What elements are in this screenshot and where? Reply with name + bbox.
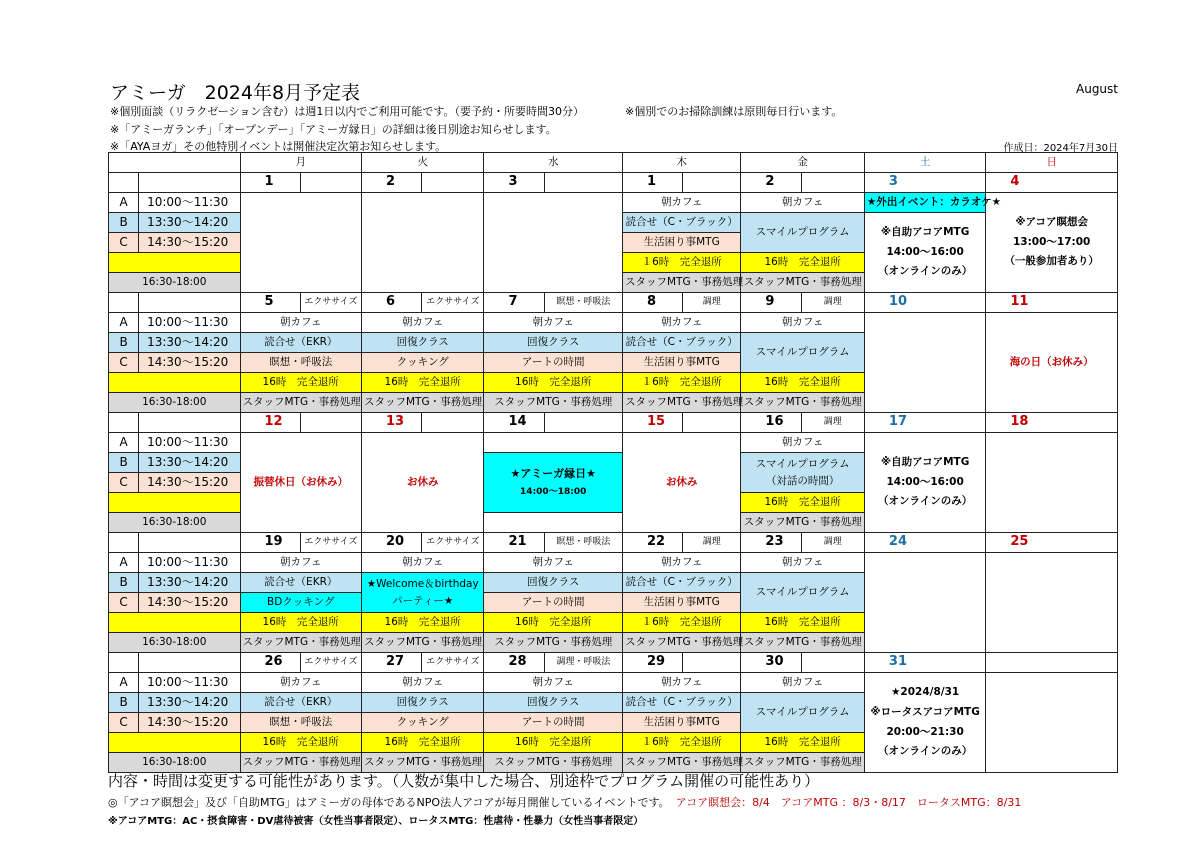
date: 15 [622, 413, 682, 433]
slot-time: 14:30～15:20 [139, 353, 240, 373]
empty [484, 433, 623, 453]
program-cell: スタッフMTG・事務処理 [240, 393, 361, 413]
program-cell: 読合せ（C・ブラック） [622, 333, 740, 353]
sun-empty [986, 673, 1118, 773]
sat-line: ※ロータスアコアMTG [870, 705, 980, 718]
program-cell: １6時 完全退所 [622, 373, 740, 393]
sat-line: 14:00～16:00 [886, 245, 964, 258]
program-cell: スタッフMTG・事務処理 [741, 753, 864, 773]
program-cell: 生活困り事MTG [622, 353, 740, 373]
slot-time: 13:30～14:20 [139, 453, 240, 473]
date: 28 [484, 653, 544, 673]
date: 6 [361, 293, 421, 313]
empty [484, 513, 623, 533]
tag [683, 413, 741, 433]
date-sun: 11 [986, 293, 1118, 313]
footer-notice: 内容・時間は変更する可能性があります。（人数が集中した場合、別途枠でプログラム開催の可能性あり） [108, 772, 820, 790]
program-cell: 16時 完全退所 [741, 733, 864, 753]
date: 22 [622, 533, 682, 553]
blank [139, 293, 240, 313]
tag [801, 653, 864, 673]
program-cell: スマイルプログラム [741, 573, 864, 613]
footer-events [108, 794, 1021, 810]
program-cell: 読合せ（EKR） [240, 693, 361, 713]
program-cell: 回復クラス [361, 693, 483, 713]
close-slot [109, 253, 241, 273]
program-cell: スタッフMTG・事務処理 [622, 273, 740, 293]
tag: 瞑想・呼吸法 [544, 533, 622, 553]
date: 13 [361, 413, 421, 433]
date-sat: 31 [864, 653, 985, 673]
date-sat: 17 [864, 413, 985, 433]
note-3: ※「AYAヨガ」その他特別イベントは開催決定次第お知らせします。 [110, 140, 447, 153]
weekday-sat: 土 [864, 153, 985, 173]
weekday-thu: 木 [622, 153, 740, 173]
footer-events-text: ◎「アコア瞑想会」及び「自助MTG」はアミーガの母体であるNPO法人アコアが毎月開催しているイベントです。 [108, 796, 670, 809]
program-cell: 朝カフェ [484, 553, 623, 573]
schedule-table [108, 152, 1118, 773]
slot-label: C [109, 593, 139, 613]
date: 8 [622, 293, 682, 313]
note-1b: ※個別でのお掃除訓練は原則毎日行います。 [625, 105, 843, 118]
program-cell: 16時 完全退所 [741, 373, 864, 393]
tag: 調理 [801, 293, 864, 313]
program-cell: 朝カフェ [741, 433, 864, 453]
sat-empty [864, 553, 985, 653]
program-cell: 読合せ（C・ブラック） [622, 213, 740, 233]
slot-time: 16:30-18:00 [109, 753, 241, 773]
sun-empty [986, 653, 1118, 673]
program-cell: スタッフMTG・事務処理 [741, 273, 864, 293]
program-cell: アートの時間 [484, 713, 623, 733]
program-cell: スタッフMTG・事務処理 [741, 393, 864, 413]
weekday-header [109, 153, 1118, 173]
date: 26 [240, 653, 300, 673]
program-cell: 朝カフェ [240, 313, 361, 333]
tag [422, 173, 484, 193]
blank [109, 413, 139, 433]
tag: 調理 [801, 413, 864, 433]
program-cell: 朝カフェ [622, 553, 740, 573]
tag [801, 173, 864, 193]
tag [683, 653, 741, 673]
program-cell: スタッフMTG・事務処理 [622, 393, 740, 413]
program-cell: 瞑想・呼吸法 [240, 353, 361, 373]
date: 12 [240, 413, 300, 433]
page-title: アミーガ 2024年8月予定表 [110, 82, 361, 104]
week2-slot-a [109, 313, 1118, 333]
program-cell: スタッフMTG・事務処理 [741, 513, 864, 533]
weekday-mon: 月 [240, 153, 361, 173]
week5-date-row [109, 653, 1118, 673]
program-cell: 読合せ（C・ブラック） [622, 693, 740, 713]
date: 1 [240, 173, 300, 193]
program-cell: １6時 完全退所 [622, 733, 740, 753]
slot-label: A [109, 673, 139, 693]
program-cell: １6時 完全退所 [622, 613, 740, 633]
smile-line: スマイルプログラム [755, 457, 850, 470]
note-2: ※「アミーガランチ」「オープンデー」「アミーガ縁日」の詳細は後日別途お知らせします。 [110, 123, 557, 136]
blank [139, 413, 240, 433]
holiday: 振替休日（お休み） [240, 433, 361, 533]
date: 23 [741, 533, 801, 553]
program-cell: 朝カフェ [361, 313, 483, 333]
program-cell: 朝カフェ [741, 313, 864, 333]
program-cell: スタッフMTG・事務処理 [240, 753, 361, 773]
sat-line: （オンラインのみ） [878, 495, 973, 508]
empty-day [240, 193, 361, 293]
tag: エクササイズ [422, 293, 484, 313]
date: 29 [622, 653, 682, 673]
sat-line: 14:00～16:00 [886, 475, 964, 488]
slot-label: A [109, 553, 139, 573]
slot-time: 10:00～11:30 [139, 553, 240, 573]
sat-line: 20:00～21:30 [886, 725, 964, 738]
slot-label: C [109, 233, 139, 253]
date: 2 [741, 173, 801, 193]
program-cell: 16時 完全退所 [741, 613, 864, 633]
program-cell: 16時 完全退所 [361, 733, 483, 753]
date: 27 [361, 653, 421, 673]
sat-event [864, 433, 985, 533]
slot-label: C [109, 713, 139, 733]
slot-time: 16:30-18:00 [109, 633, 241, 653]
slot-time: 14:30～15:20 [139, 473, 240, 493]
sat-line: ★2024/8/31 [891, 685, 960, 698]
program-cell: 朝カフェ [240, 553, 361, 573]
program-cell: 朝カフェ [622, 313, 740, 333]
program-cell: 朝カフェ [484, 673, 623, 693]
date: 30 [741, 653, 801, 673]
week3-date-row [109, 413, 1118, 433]
slot-label: B [109, 573, 139, 593]
program-cell: BDクッキング [240, 593, 361, 613]
program-cell: 読合せ（C・ブラック） [622, 573, 740, 593]
slot-time: 14:30～15:20 [139, 233, 240, 253]
slot-label: B [109, 333, 139, 353]
program-cell: クッキング [361, 713, 483, 733]
date-sun: 4 [986, 173, 1118, 193]
slot-label: C [109, 473, 139, 493]
tag [300, 413, 361, 433]
tag: 調理 [683, 533, 741, 553]
date: 16 [741, 413, 801, 433]
program-cell: 読合せ（EKR） [240, 573, 361, 593]
date: 21 [484, 533, 544, 553]
slot-label: A [109, 193, 139, 213]
footer-mtg-info: ※アコアMTG：AC・摂食障害・DV虐待被害（女性当事者限定）、ロータスMTG：性虐待・性暴力（女性当事者限定） [108, 816, 644, 827]
program-cell: クッキング [361, 353, 483, 373]
sun-event [986, 193, 1118, 293]
note-1a: ※個別面談（リラクゼーション含む）は週1日以内でご利用可能です。（要予約・所要時間30分） [110, 105, 584, 118]
date: 14 [484, 413, 544, 433]
tag: 瞑想・呼吸法 [544, 293, 622, 313]
sat-event: ★外出イベント：カラオケ★ [864, 193, 985, 213]
blank [139, 173, 240, 193]
tag [422, 413, 484, 433]
week5-slot-a [109, 673, 1118, 693]
tag [544, 173, 622, 193]
program-cell: スタッフMTG・事務処理 [622, 753, 740, 773]
sat-line: ※自助アコアMTG [880, 455, 970, 468]
program-cell: スマイルプログラム [741, 333, 864, 373]
program-cell: 16時 完全退所 [484, 373, 623, 393]
tag: エクササイズ [422, 533, 484, 553]
program-cell: 回復クラス [484, 693, 623, 713]
program-cell: 16時 完全退所 [484, 733, 623, 753]
slot-time: 14:30～15:20 [139, 593, 240, 613]
program-cell [741, 453, 864, 493]
weekday-wed: 水 [484, 153, 623, 173]
program-cell: 16時 完全退所 [361, 373, 483, 393]
close-slot [109, 373, 241, 393]
party-line: ★Welcome＆birthday [366, 577, 479, 590]
program-cell: 朝カフェ [741, 673, 864, 693]
slot-label: B [109, 693, 139, 713]
amiga-fair [484, 453, 623, 513]
program-cell: スタッフMTG・事務処理 [622, 633, 740, 653]
slot-label: C [109, 353, 139, 373]
date: 5 [240, 293, 300, 313]
slot-time: 10:00～11:30 [139, 313, 240, 333]
slot-time: 16:30-18:00 [109, 393, 241, 413]
weekday-fri: 金 [741, 153, 864, 173]
date: 20 [361, 533, 421, 553]
program-cell: スマイルプログラム [741, 693, 864, 733]
weekday-tue: 火 [361, 153, 483, 173]
program-cell: スタッフMTG・事務処理 [484, 393, 623, 413]
program-cell: 朝カフェ [622, 673, 740, 693]
date-sat: 24 [864, 533, 985, 553]
week1-slot-a [109, 193, 1118, 213]
slot-time: 13:30～14:20 [139, 333, 240, 353]
tag: エクササイズ [300, 533, 361, 553]
program-cell: スタッフMTG・事務処理 [741, 633, 864, 653]
date: 3 [484, 173, 544, 193]
blank [109, 293, 139, 313]
program-cell: 16時 完全退所 [240, 613, 361, 633]
slot-time: 10:00～11:30 [139, 673, 240, 693]
holiday: 海の日（お休み） [986, 313, 1118, 413]
birthday-party [361, 573, 483, 613]
date: 1 [622, 173, 682, 193]
slot-label: A [109, 433, 139, 453]
program-cell: 16時 完全退所 [240, 373, 361, 393]
empty-day [484, 193, 623, 293]
sun-line: 13:00～17:00 [1013, 235, 1091, 248]
tag: 調理 [683, 293, 741, 313]
corner-cell [109, 153, 241, 173]
program-cell: 回復クラス [361, 333, 483, 353]
date-sun: 18 [986, 413, 1118, 433]
date-sat: 10 [864, 293, 985, 313]
program-cell: スタッフMTG・事務処理 [484, 753, 623, 773]
sat-event [864, 673, 985, 773]
tag: 調理・呼吸法 [544, 653, 622, 673]
sat-line: （オンラインのみ） [878, 745, 973, 758]
program-cell: 朝カフェ [361, 673, 483, 693]
blank [109, 533, 139, 553]
date: 9 [741, 293, 801, 313]
slot-time: 14:30～15:20 [139, 713, 240, 733]
close-slot [109, 613, 241, 633]
slot-label: A [109, 313, 139, 333]
program-cell: １6時 完全退所 [622, 253, 740, 273]
party-line: パーティー★ [392, 594, 454, 607]
footer-events-dates: アコア瞑想会：8/4 アコアMTG ：8/3・8/17 ロータスMTG：8/31 [675, 796, 1022, 809]
empty-day [361, 193, 483, 293]
month-english: August [1076, 82, 1118, 96]
sun-empty [986, 433, 1118, 533]
sun-line: ※アコア瞑想会 [1015, 215, 1089, 228]
week4-slot-a [109, 553, 1118, 573]
sat-line: ※自助アコアMTG [880, 225, 970, 238]
slot-label: B [109, 453, 139, 473]
slot-time: 16:30-18:00 [109, 273, 241, 293]
week1-date-row [109, 173, 1118, 193]
program-cell: 回復クラス [484, 573, 623, 593]
sat-empty [864, 313, 985, 413]
program-cell: スタッフMTG・事務処理 [484, 633, 623, 653]
date: 19 [240, 533, 300, 553]
close-slot [109, 493, 241, 513]
slot-label: B [109, 213, 139, 233]
week2-date-row [109, 293, 1118, 313]
program-cell: 瞑想・呼吸法 [240, 713, 361, 733]
tag: エクササイズ [422, 653, 484, 673]
program-cell: 回復クラス [484, 333, 623, 353]
program-cell: 生活困り事MTG [622, 593, 740, 613]
tag [683, 173, 741, 193]
program-cell: アートの時間 [484, 353, 623, 373]
program-cell: 16時 完全退所 [361, 613, 483, 633]
program-cell: スタッフMTG・事務処理 [361, 753, 483, 773]
tag: エクササイズ [300, 653, 361, 673]
program-cell: アートの時間 [484, 593, 623, 613]
program-cell: 16時 完全退所 [240, 733, 361, 753]
slot-time: 10:00～11:30 [139, 433, 240, 453]
program-cell: 16時 完全退所 [484, 613, 623, 633]
program-cell: 16時 完全退所 [741, 493, 864, 513]
slot-time: 16:30-18:00 [109, 513, 241, 533]
program-cell: 16時 完全退所 [741, 253, 864, 273]
tag: エクササイズ [300, 293, 361, 313]
program-cell: 読合せ（EKR） [240, 333, 361, 353]
date: 7 [484, 293, 544, 313]
week4-date-row [109, 533, 1118, 553]
program-cell: 朝カフェ [484, 313, 623, 333]
date-sun: 25 [986, 533, 1118, 553]
program-cell: スタッフMTG・事務処理 [240, 633, 361, 653]
close-slot [109, 733, 241, 753]
tag [300, 173, 361, 193]
week3-slot-a [109, 433, 1118, 453]
program-cell: スマイルプログラム [741, 213, 864, 253]
slot-time: 10:00～11:30 [139, 193, 240, 213]
holiday: お休み [361, 433, 483, 533]
program-cell: 朝カフェ [622, 193, 740, 213]
sun-empty [986, 553, 1118, 653]
program-cell: 生活困り事MTG [622, 233, 740, 253]
program-cell: 朝カフェ [741, 553, 864, 573]
sun-line: （一般参加者あり） [1004, 255, 1099, 268]
program-cell: スタッフMTG・事務処理 [361, 393, 483, 413]
program-cell: 朝カフェ [741, 193, 864, 213]
slot-time: 13:30～14:20 [139, 573, 240, 593]
sat-line: （オンラインのみ） [878, 265, 973, 278]
program-cell: 朝カフェ [240, 673, 361, 693]
created-date: 作成日：2024年7月30日 [1003, 143, 1118, 154]
date: 2 [361, 173, 421, 193]
blank [139, 533, 240, 553]
date-sat: 3 [864, 173, 985, 193]
slot-time: 13:30～14:20 [139, 693, 240, 713]
sat-event [864, 213, 985, 293]
weekday-sun: 日 [986, 153, 1118, 173]
fair-line: 14:00～18:00 [520, 487, 587, 498]
program-cell: スタッフMTG・事務処理 [361, 633, 483, 653]
holiday: お休み [622, 433, 740, 533]
smile-line: （対話の時間） [765, 474, 840, 487]
fair-line: ★アミーガ縁日★ [510, 466, 596, 480]
blank [139, 653, 240, 673]
tag: 調理 [801, 533, 864, 553]
program-cell: 朝カフェ [361, 553, 483, 573]
program-cell: 生活困り事MTG [622, 713, 740, 733]
blank [109, 173, 139, 193]
blank [109, 653, 139, 673]
tag [544, 413, 622, 433]
slot-time: 13:30～14:20 [139, 213, 240, 233]
